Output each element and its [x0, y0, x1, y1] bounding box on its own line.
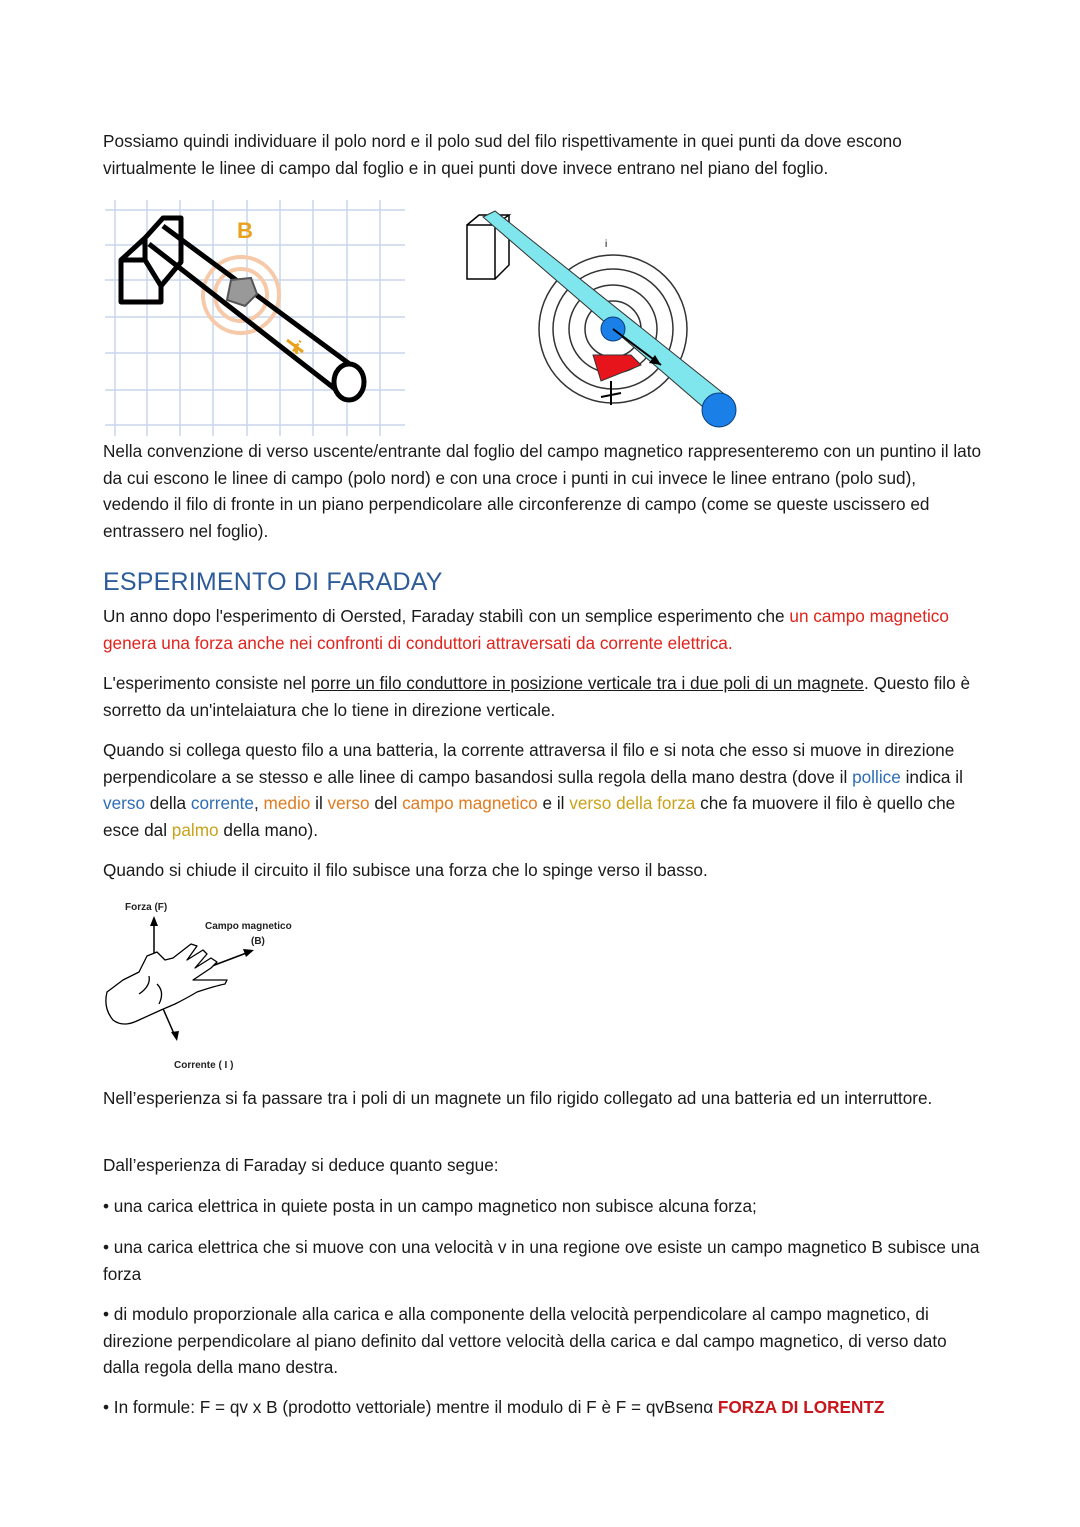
lorentz-label: FORZA DI LORENTZ [717, 1397, 885, 1417]
label-force: Forza (F) [125, 902, 168, 913]
text-highlight-red: un campo magnetico genera una forza anche nei confronti di conduttori attraversati da corrente elettrica. [103, 606, 949, 653]
text-plain: e il [537, 793, 570, 813]
word-corrente: corrente [190, 793, 254, 813]
wire-end [702, 393, 736, 427]
paragraph-convention: Nella convenzione di verso uscente/entrante dal foglio del campo magnetico rappresenteremo con un puntino il lato da cui escono le linee di campo (polo nord) e con una croce i punti in cui invece le linee entrano (polo sud), vedendo il filo di fronte in un piano perpendicolare alle circonferenze di campo (come se queste uscissero ed entrassero nel foglio). [103, 441, 982, 541]
text-plain: L'esperimento consiste nel [103, 673, 311, 693]
text-plain: il [310, 793, 328, 813]
paragraph-poles: Possiamo quindi individuare il polo nord e il polo sud del filo rispettivamente in quei punti da dove escono virtualmente le linee di campo dal foglio e in quei punti dove invece entrano nel piano del foglio. [103, 131, 902, 178]
formula-text: • In formule: F = qv x B (prodotto vettoriale) mentre il modulo di F è F = qvBsenα [103, 1397, 718, 1417]
bullet-item: • una carica elettrica che si muove con una velocità v in una regione ove esiste un campo magnetico B subisce una forza [103, 1237, 980, 1284]
word-campo-magnetico: campo magnetico [402, 793, 538, 813]
paragraph-experience: Nell’esperienza si fa passare tra i poli di un magnete un filo rigido collegato ad una batteria ed un interruttore. [103, 1088, 933, 1108]
wire-rod [483, 211, 733, 419]
paragraph-deduction: Dall’esperienza di Faraday si deduce quanto segue: [103, 1155, 499, 1175]
word-pollice: pollice [852, 766, 901, 787]
text-plain: . Questo filo è sorretto da un'intelaiatura che lo tiene in direzione verticale. [103, 673, 970, 720]
field-arrow-icon [243, 949, 254, 957]
label-field-symbol: (B) [251, 936, 265, 947]
text-underlined: porre un filo conduttore in posizione verticale tra i due poli di un magnete [310, 673, 864, 693]
label-i: i [605, 239, 608, 250]
label-B: B [237, 218, 253, 243]
text-plain: della [145, 793, 191, 813]
figure-right-hand-rule [99, 896, 309, 1074]
hand-rule-marker [593, 355, 641, 381]
word-verso: verso [327, 793, 370, 813]
label-field: Campo magnetico [205, 921, 292, 932]
text-plain: indica il [900, 766, 963, 787]
figure-wire-field-lines [465, 205, 745, 430]
label-current: Corrente ( I ) [174, 1060, 234, 1071]
paragraph-right-hand-rule [103, 737, 983, 843]
label-i: i [288, 336, 305, 357]
text-plain: della mano). [218, 819, 318, 840]
force-arrow-icon [150, 916, 158, 926]
text-plain: che fa muovere il filo è quello che esce dal [103, 793, 956, 840]
bullet-formula [103, 1394, 983, 1421]
section-heading: ESPERIMENTO DI FARADAY [103, 568, 443, 596]
paragraph-faraday-intro [103, 603, 983, 656]
word-verso-della-forza: verso della forza [569, 793, 696, 813]
word-palmo: palmo [171, 819, 219, 840]
paragraph-experiment [103, 670, 983, 723]
current-arrow-icon [171, 1031, 179, 1041]
word-verso: verso [103, 793, 146, 813]
text-plain: del [369, 793, 403, 813]
figure-wire-grid [105, 200, 405, 436]
text-plain: Quando si collega questo filo a una batteria, la corrente attraversa il filo e si nota che esso si muove in direzione perpendicolare a se stesso e alle linee di campo basandosi sulla regola della mano destra (dove il [103, 740, 955, 787]
bullet-item: • una carica elettrica in quiete posta in un campo magnetico non subisce alcuna forza; [103, 1196, 757, 1216]
text-plain: Un anno dopo l'esperimento di Oersted, Faraday stabilì con un semplice esperimento che [103, 606, 790, 626]
wire-crosssection [227, 278, 257, 306]
hand-outline [106, 944, 227, 1024]
bullet-item: • di modulo proporzionale alla carica e alla componente della velocità perpendicolare al campo magnetico, di direzione perpendicolare al piano definito dal vettore velocità della carica e dal campo magnetico, di verso dato dalla regola della mano destra. [103, 1304, 947, 1377]
word-medio: medio [263, 793, 311, 813]
text-plain: , [253, 793, 264, 813]
paragraph-circuit: Quando si chiude il circuito il filo subisce una forza che lo spinge verso il basso. [103, 860, 708, 880]
